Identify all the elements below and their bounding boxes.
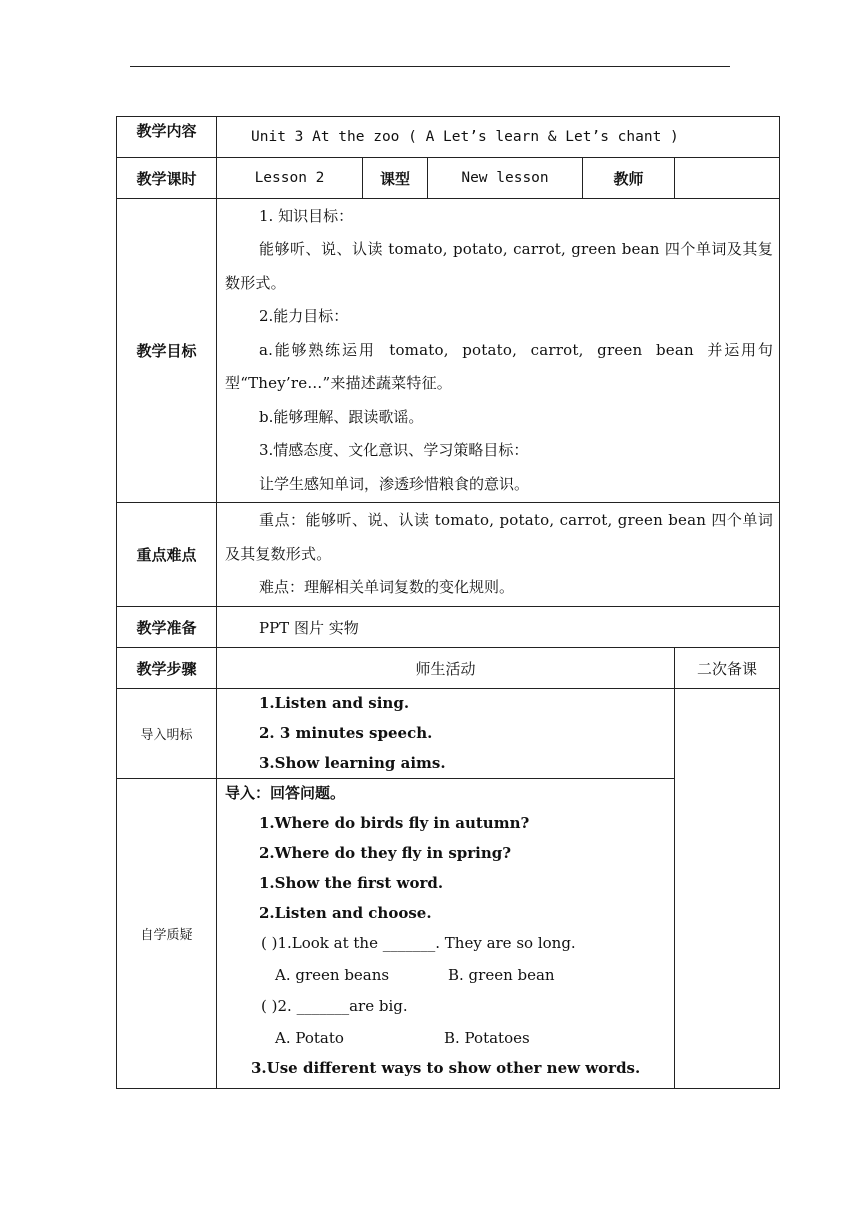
activity-item: 2.Listen and choose.	[259, 903, 432, 922]
preparation-value: PPT 图片 实物	[217, 607, 780, 648]
label-steps: 教学步骤	[117, 648, 217, 689]
key-point-line: 难点：理解相关单词复数的变化规则。	[259, 578, 515, 597]
row-period	[117, 158, 780, 199]
activity-item: 1.Listen and sing.	[259, 694, 410, 712]
activity-item: 1.Show the first word.	[259, 873, 444, 892]
notes-cell	[675, 689, 780, 1089]
objective-line: a.能够熟练运用 tomato, potato, carrot, green bean 并运用句型“They’re…”来描述蔬菜特征。	[225, 340, 774, 393]
key-point-line: 重点：能够听、说、认读 tomato, potato, carrot, green bean 四个单词及其复数形式。	[225, 511, 774, 563]
notes-header: 二次备课	[675, 648, 780, 689]
option-a: A. Potato	[275, 1028, 344, 1047]
key-points-cell	[217, 503, 780, 607]
row-step-intro	[117, 689, 780, 779]
header-rule	[130, 66, 730, 67]
question-2-suffix: are big.	[349, 997, 408, 1016]
step-self-study-cell	[217, 779, 675, 1089]
label-step-intro: 导入明标	[117, 689, 217, 779]
type-value: New lesson	[428, 158, 583, 199]
row-content	[117, 117, 780, 158]
label-content: 教学内容	[117, 117, 217, 158]
objectives-cell	[217, 199, 780, 503]
question-2	[225, 991, 666, 1023]
label-objectives: 教学目标	[117, 199, 217, 503]
question-1-suffix: . They are so long.	[435, 934, 576, 953]
intro-text: 导入：回答问题。	[225, 784, 346, 803]
lesson-plan-table	[116, 116, 780, 1089]
question-2-prefix: ( )2.	[261, 997, 292, 1016]
question-2-blank: _______	[296, 997, 350, 1016]
objective-line: 让学生感知单词，渗透珍惜粮食的意识。	[259, 474, 530, 493]
objective-line: 3.情感态度、文化意识、学习策略目标：	[259, 441, 529, 460]
content-value: Unit 3 At the zoo ( A Let’s learn & Let’s chant )	[217, 117, 780, 158]
label-preparation: 教学准备	[117, 607, 217, 648]
option-b: B. Potatoes	[444, 1028, 530, 1047]
lesson-value: Lesson 2	[217, 158, 363, 199]
activity-item: 1.Where do birds fly in autumn?	[259, 814, 530, 833]
activity-header: 师生活动	[217, 648, 675, 689]
objective-line: 能够听、说、认读 tomato, potato, carrot, green bean 四个单词及其复数形式。	[225, 240, 774, 292]
label-teacher: 教师	[583, 158, 675, 199]
row-steps-header	[117, 648, 780, 689]
activity-item: 3.Show learning aims.	[259, 753, 446, 772]
activity-item: 2.Where do they fly in spring?	[259, 843, 512, 862]
question-1-blank: _______	[382, 934, 436, 953]
label-step-self-study: 自学质疑	[117, 779, 217, 1089]
label-key-points: 重点难点	[117, 503, 217, 607]
option-b: B. green bean	[448, 965, 555, 984]
row-preparation	[117, 607, 780, 648]
question-1-options	[225, 960, 666, 992]
question-1	[225, 928, 666, 960]
option-a: A. green beans	[275, 965, 390, 984]
activity-item: 3.Use different ways to show other new words.	[251, 1059, 641, 1078]
label-period: 教学课时	[117, 158, 217, 199]
objective-line: 1. 知识目标：	[259, 206, 354, 225]
row-key-points	[117, 503, 780, 607]
question-2-options	[225, 1023, 666, 1055]
row-objectives	[117, 199, 780, 503]
question-1-prefix: ( )1.Look at the	[261, 934, 378, 953]
step-intro-cell	[217, 689, 675, 779]
objective-line: b.能够理解、跟读歌谣。	[259, 407, 424, 426]
label-type: 课型	[363, 158, 428, 199]
activity-item: 2. 3 minutes speech.	[259, 723, 433, 742]
objective-line: 2.能力目标：	[259, 307, 349, 326]
teacher-value	[675, 158, 780, 199]
